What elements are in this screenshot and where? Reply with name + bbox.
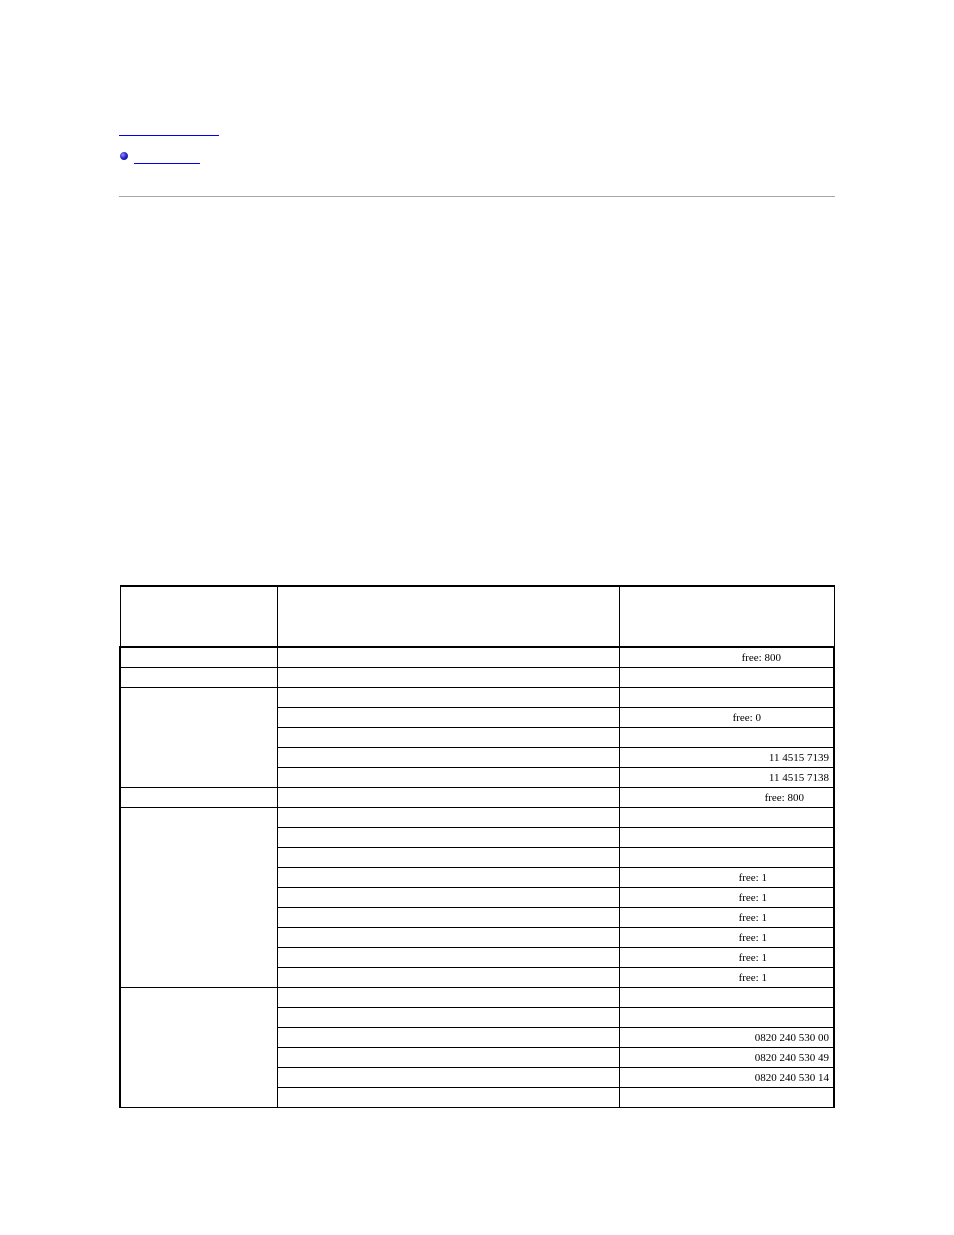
page-cutoff [0, 1113, 954, 1235]
phone-cell: free: 800 [619, 788, 834, 808]
phone-cell [619, 728, 834, 748]
divider [119, 196, 835, 197]
table-row [120, 788, 834, 808]
phone-cell: free: 1 [619, 868, 834, 888]
phone-cell [619, 808, 834, 828]
table-cell [120, 688, 277, 788]
phone-cell [619, 1088, 834, 1108]
phone-cell [619, 848, 834, 868]
top-link[interactable] [119, 120, 219, 136]
table-cell [277, 788, 619, 808]
table-cell [120, 788, 277, 808]
table-cell [277, 647, 619, 668]
phone-cell [619, 1008, 834, 1028]
table-row [120, 647, 834, 668]
table-cell [277, 768, 619, 788]
table-cell [277, 828, 619, 848]
table-cell [277, 668, 619, 688]
phone-cell [619, 828, 834, 848]
bullet-icon [120, 152, 128, 160]
table-cell [120, 808, 277, 988]
table-cell [120, 647, 277, 668]
phone-cell: 0820 240 530 49 [619, 1048, 834, 1068]
phone-cell: 11 4515 7139 [619, 748, 834, 768]
table-cell [277, 1088, 619, 1108]
phone-cell [619, 668, 834, 688]
table-cell [277, 848, 619, 868]
table-cell [277, 1008, 619, 1028]
phone-cell: free: 0 [619, 708, 834, 728]
table-header-row [120, 586, 834, 647]
table-row [120, 668, 834, 688]
header-cell [277, 586, 619, 647]
phone-cell: free: 1 [619, 948, 834, 968]
table-cell [277, 688, 619, 708]
phone-cell: 11 4515 7138 [619, 768, 834, 788]
table-cell [277, 988, 619, 1008]
table-cell [277, 968, 619, 988]
table-cell [120, 988, 277, 1108]
contact-table [119, 585, 835, 1108]
phone-cell: free: 800 [619, 647, 834, 668]
header-cell [120, 586, 277, 647]
table-cell [277, 908, 619, 928]
table-cell [120, 668, 277, 688]
phone-cell: free: 1 [619, 908, 834, 928]
table-row [120, 808, 834, 828]
phone-cell: free: 1 [619, 968, 834, 988]
table-cell [277, 888, 619, 908]
header-cell [619, 586, 834, 647]
phone-cell [619, 688, 834, 708]
table-cell [277, 808, 619, 828]
table-cell [277, 1028, 619, 1048]
table-cell [277, 728, 619, 748]
table-row [120, 988, 834, 1008]
table-cell [277, 948, 619, 968]
table-cell [277, 868, 619, 888]
phone-cell: free: 1 [619, 888, 834, 908]
table-row [120, 688, 834, 708]
table-cell [277, 748, 619, 768]
phone-cell [619, 988, 834, 1008]
table-cell [277, 1048, 619, 1068]
table-cell [277, 928, 619, 948]
phone-cell: 0820 240 530 14 [619, 1068, 834, 1088]
phone-cell: free: 1 [619, 928, 834, 948]
table-cell [277, 708, 619, 728]
table-cell [277, 1068, 619, 1088]
bullet-link[interactable] [134, 149, 200, 164]
phone-cell: 0820 240 530 00 [619, 1028, 834, 1048]
